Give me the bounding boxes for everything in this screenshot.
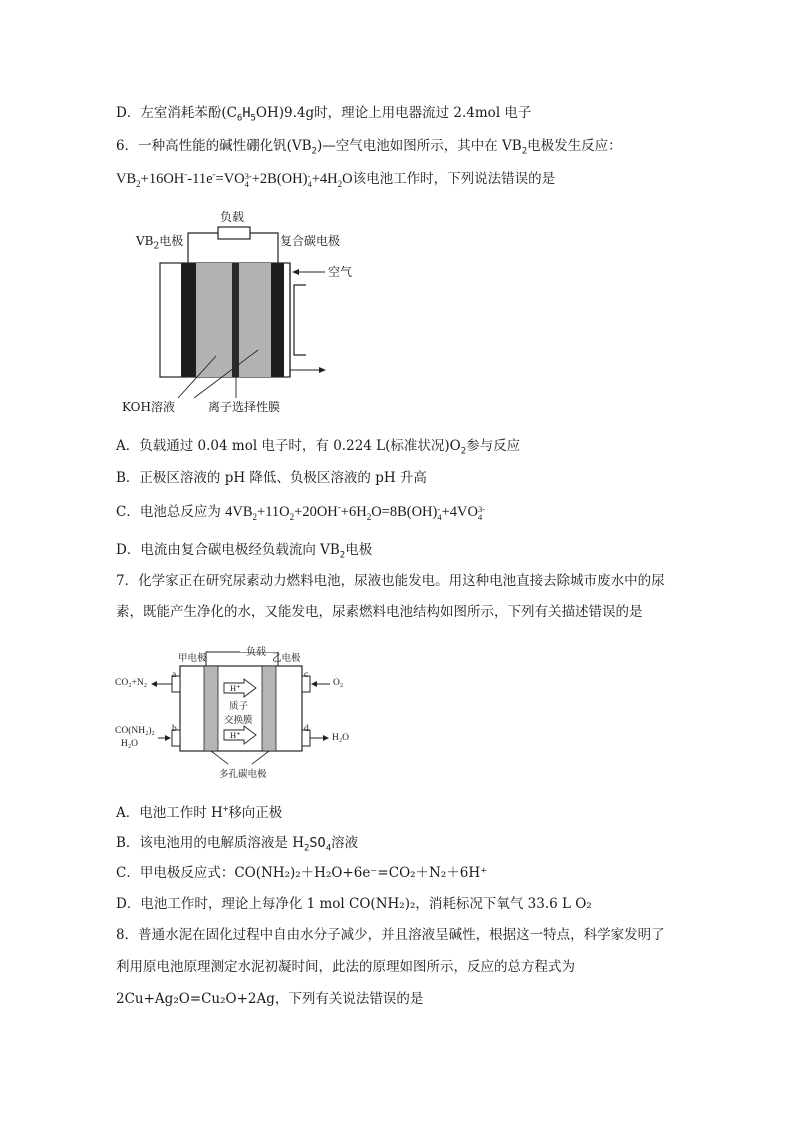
membrane-label: 离子选择性膜	[208, 400, 281, 414]
q6-c-equation	[225, 504, 485, 520]
eq-sup: -	[307, 170, 311, 181]
eq-sup: -	[184, 169, 188, 180]
port-b-label: b	[172, 724, 177, 734]
q6-a-text: A．负载通过 0.04 mol 电子时，有 0.224 L(标准状况)O	[116, 438, 461, 454]
q6-d-sub: 2	[339, 550, 346, 561]
eq-sup: -	[212, 169, 216, 180]
eq-term: +16OH	[140, 171, 185, 187]
q5-option-d	[116, 104, 531, 122]
q7-load-label: 负载	[246, 647, 266, 658]
q7-b-sub-1: 2	[304, 843, 310, 854]
q5-d-sub-1: 6	[236, 113, 243, 124]
eq-sup: -	[337, 502, 341, 513]
air-label: 空气	[328, 265, 353, 279]
eq-sub: 2	[289, 511, 295, 522]
eq-sub: 2	[366, 511, 372, 522]
eq-term: =VO	[215, 171, 245, 187]
q7-b-sub-2: 4	[325, 843, 332, 854]
q7-a-text: A．电池工作时 H	[116, 805, 223, 821]
jia-electrode-label: 甲电极	[178, 654, 207, 664]
q6-a-post: 参与反应	[466, 438, 521, 454]
yi-electrode-label: 乙电极	[272, 654, 301, 664]
q7-b-post: 溶液	[331, 835, 359, 851]
q6-stem-line-2	[116, 170, 555, 188]
q6-a-sub: 2	[460, 446, 467, 457]
q6-stem-sub-a: 2	[311, 146, 317, 157]
h2o-in-label: H₂O	[121, 739, 139, 749]
port-c-label: c	[304, 670, 309, 680]
q6-option-c	[116, 503, 485, 521]
eq-term: +2B(OH)	[251, 171, 308, 187]
eq-term: +4H	[311, 171, 338, 187]
q5-d-text-3: OH)9.4g时，理论上用电器流过 2.4mol 电子	[255, 105, 532, 121]
eq-term: +6H	[340, 504, 367, 520]
q7-a-post: 移向正极	[228, 805, 283, 821]
eq-sub: 2	[252, 511, 258, 522]
q7-stem-line-1: 7．化学家正在研究尿素动力燃料电池，尿液也能发电。用这种电池直接去除城市废水中的尿	[116, 573, 665, 589]
proton-label-2: 交换膜	[224, 716, 253, 726]
q7-b-mid: SO	[309, 835, 326, 851]
eq-term: +20OH	[294, 504, 338, 520]
eq-term: VB	[116, 171, 137, 187]
eq-sub: 4	[477, 511, 483, 522]
q7-a-sup: +	[222, 804, 229, 815]
load-label: 负载	[220, 210, 245, 224]
q5-d-text-2: H	[242, 105, 251, 121]
porous-carbon-label: 多孔碳电极	[219, 770, 267, 780]
q7-stem-line-2: 素，既能产生净化的水，又能发电，尿素燃料电池结构如图所示，下列有关描述错误的是	[116, 604, 643, 620]
eq-sub: 4	[244, 178, 249, 189]
eq-sub: 4	[437, 511, 442, 522]
vb2-suffix: 电极	[159, 234, 184, 248]
q6-d-text: D．电流由复合碳电极经负载流向 VB	[116, 542, 340, 558]
eq-sub: 4	[307, 178, 312, 189]
q6-stem-line-1	[116, 137, 622, 155]
eq-term: O=8B(OH)	[371, 504, 438, 520]
eq-term: 4VB	[225, 504, 253, 520]
koh-label: KOH溶液	[122, 400, 175, 414]
q5-d-sub-2: 5	[250, 113, 256, 124]
q6-option-d	[116, 541, 372, 559]
carbon-electrode-label: 复合碳电极	[280, 234, 341, 248]
q6-stem-c: 电极发生反应：	[527, 138, 622, 154]
q7-option-c: C．甲电极反应式：CO(NH₂)₂＋H₂O+6e⁻=CO₂＋N₂＋6H⁺	[116, 865, 488, 881]
h-plus-label-1: H⁺	[230, 683, 241, 693]
q7-option-d: D．电池工作时，理论上每净化 1 mol CO(NH₂)₂，消耗标况下氧气 33.6 L O₂	[116, 896, 592, 912]
vb2-electrode-label	[136, 232, 184, 252]
eq-term: O	[342, 171, 353, 187]
eq-term: +4VO	[441, 504, 478, 520]
q6-stem-a: 6．一种高性能的碱性硼化钒(VB	[116, 138, 312, 154]
q5-d-text-1: D．左室消耗苯酚(C	[116, 105, 237, 121]
q6-stem-question: 该电池工作时，下列说法错误的是	[352, 171, 556, 187]
q7-option-b	[116, 834, 358, 852]
eq-sub: 2	[337, 178, 343, 189]
q6-stem-sub-b: 2	[521, 146, 528, 157]
eq-sup: 3-	[244, 170, 252, 181]
vb2-text: VB	[136, 234, 154, 248]
eq-sub: 2	[136, 178, 141, 189]
q6-option-b: B．正极区溶液的 pH 降低、负极区溶液的 pH 升高	[116, 470, 427, 486]
eq-sup: 3-	[477, 503, 486, 514]
q8-stem-line-3: 2Cu+Ag₂O=Cu₂O+2Ag，下列有关说法错误的是	[116, 991, 424, 1007]
eq-term: -11e	[187, 171, 213, 187]
q8-stem-line-1: 8．普通水泥在固化过程中自由水分子减少，并且溶液呈碱性，根据这一特点，科学家发明了	[116, 927, 665, 943]
q8-stem-line-2: 利用原电池原理测定水泥初凝时间，此法的原理如图所示，反应的总方程式为	[116, 959, 575, 975]
q6-c-pre: C．电池总反应为	[116, 504, 226, 520]
o2-label: O₂	[333, 678, 344, 688]
co2-n2-label: CO₂+N₂	[115, 678, 148, 688]
port-a-label: a	[172, 670, 177, 680]
vb2-air-battery-diagram	[150, 200, 380, 415]
urea-label: CO(NH₂)₂	[115, 726, 155, 736]
h-plus-label-2: H⁺	[230, 730, 241, 740]
h2o-out-label: H₂O	[332, 733, 350, 743]
proton-label-1: 质子	[229, 702, 249, 712]
q7-option-a	[116, 804, 282, 822]
q6-d-post: 电极	[345, 542, 373, 558]
q7-b-text: B．该电池用的电解质溶液是 H	[116, 835, 304, 851]
eq-term: +11O	[257, 504, 290, 520]
q6-option-a	[116, 437, 520, 455]
q6-stem-b: )—空气电池如图所示，其中在 VB	[316, 138, 522, 154]
vb2-sub: 2	[153, 241, 160, 252]
eq-sup: -	[437, 503, 441, 514]
port-d-label: d	[304, 724, 309, 734]
